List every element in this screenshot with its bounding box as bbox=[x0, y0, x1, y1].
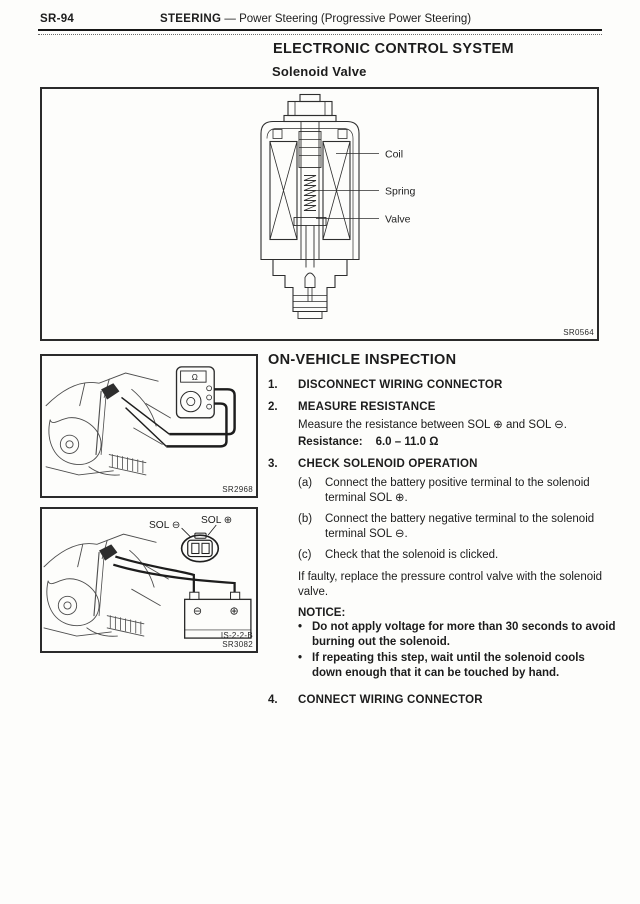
substep-c-label: (c) bbox=[298, 549, 312, 561]
ohm-symbol: Ω bbox=[191, 373, 198, 383]
connector-icon bbox=[182, 525, 219, 562]
page-header bbox=[40, 13, 601, 25]
section-title bbox=[160, 13, 471, 25]
engine-bay-sketch bbox=[44, 534, 168, 636]
resistance-figure-frame bbox=[40, 354, 258, 498]
spec-value: 6.0 – 11.0 Ω bbox=[375, 436, 439, 448]
substep-c-text: Check that the solenoid is clicked. bbox=[325, 549, 499, 561]
battery-minus-symbol: ⊖ bbox=[192, 605, 203, 618]
step-2-title: MEASURE RESISTANCE bbox=[298, 401, 436, 413]
notice-title: NOTICE: bbox=[298, 607, 346, 619]
figure-code: SR0564 bbox=[563, 328, 594, 337]
sol-minus-label: SOL ⊖ bbox=[149, 520, 181, 532]
bullet-icon: • bbox=[298, 652, 303, 664]
resistance-spec bbox=[298, 436, 616, 448]
substep-a-text: Connect the battery positive terminal to the solenoid terminal SOL ⊕. bbox=[325, 477, 590, 504]
resistance-measurement-illustration bbox=[42, 356, 256, 496]
substep-c bbox=[298, 548, 616, 563]
figure-code-line1: IS-2-2-B bbox=[220, 631, 253, 640]
coil-label: Coil bbox=[385, 148, 404, 161]
battery-leads bbox=[113, 557, 234, 593]
header-rule bbox=[38, 29, 602, 31]
substep-b bbox=[298, 512, 616, 542]
step-3-title: CHECK SOLENOID OPERATION bbox=[298, 458, 478, 470]
page-code: SR-94 bbox=[40, 13, 75, 25]
figure-code: SR2968 bbox=[222, 485, 253, 494]
step-4 bbox=[268, 694, 616, 706]
step-2-number: 2. bbox=[268, 401, 278, 413]
step-1-number: 1. bbox=[268, 379, 278, 391]
substep-a-label: (a) bbox=[298, 477, 313, 489]
step-4-number: 4. bbox=[268, 694, 278, 706]
step-1-title: DISCONNECT WIRING CONNECTOR bbox=[298, 379, 503, 391]
spec-label: Resistance: bbox=[298, 436, 363, 448]
step-1 bbox=[268, 379, 616, 391]
step-3-number: 3. bbox=[268, 458, 278, 470]
solenoid-cross-section-diagram bbox=[42, 89, 597, 339]
substep-a bbox=[298, 476, 616, 506]
section-name: STEERING bbox=[160, 13, 222, 25]
figure-code bbox=[221, 631, 253, 649]
notice-item-2 bbox=[298, 651, 616, 681]
figure-code-line2: SR3082 bbox=[222, 640, 253, 649]
sol-plus-label: SOL ⊕ bbox=[200, 514, 233, 526]
chapter-title: ELECTRONIC CONTROL SYSTEM bbox=[273, 41, 514, 57]
solenoid-operation-illustration bbox=[42, 509, 256, 651]
valve-label: Valve bbox=[385, 213, 411, 226]
solenoid-figure-frame bbox=[40, 87, 599, 341]
engine-bay-sketch bbox=[46, 373, 170, 475]
step-3 bbox=[268, 458, 616, 681]
substep-b-label: (b) bbox=[298, 513, 313, 525]
substep-b-text: Connect the battery negative terminal to the solenoid terminal SOL ⊖. bbox=[325, 513, 595, 540]
bullet-icon: • bbox=[298, 621, 303, 633]
topic-title: Solenoid Valve bbox=[272, 64, 367, 79]
step-2-body: Measure the resistance between SOL ⊕ and SOL ⊖. bbox=[298, 419, 568, 431]
step-4-title: CONNECT WIRING CONNECTOR bbox=[298, 694, 483, 706]
notice-2-text: If repeating this step, wait until the solenoid cools down enough that it can be touched by hand. bbox=[312, 652, 585, 679]
faulty-note: If faulty, replace the pressure control valve with the solenoid valve. bbox=[298, 571, 603, 598]
header-rule-dotted bbox=[38, 34, 602, 35]
notice-item-1 bbox=[298, 620, 616, 650]
spring-label: Spring bbox=[385, 185, 416, 198]
section-detail: — Power Steering (Progressive Power Steering) bbox=[224, 13, 472, 25]
battery-plus-symbol: ⊕ bbox=[229, 605, 239, 618]
inspection-section bbox=[268, 352, 616, 716]
step-2 bbox=[268, 401, 616, 448]
notice-1-text: Do not apply voltage for more than 30 seconds to avoid burning out the solenoid. bbox=[312, 621, 616, 648]
inspection-title: ON-VEHICLE INSPECTION bbox=[268, 352, 457, 368]
operation-check-figure-frame bbox=[40, 507, 258, 653]
test-leads bbox=[121, 389, 234, 446]
